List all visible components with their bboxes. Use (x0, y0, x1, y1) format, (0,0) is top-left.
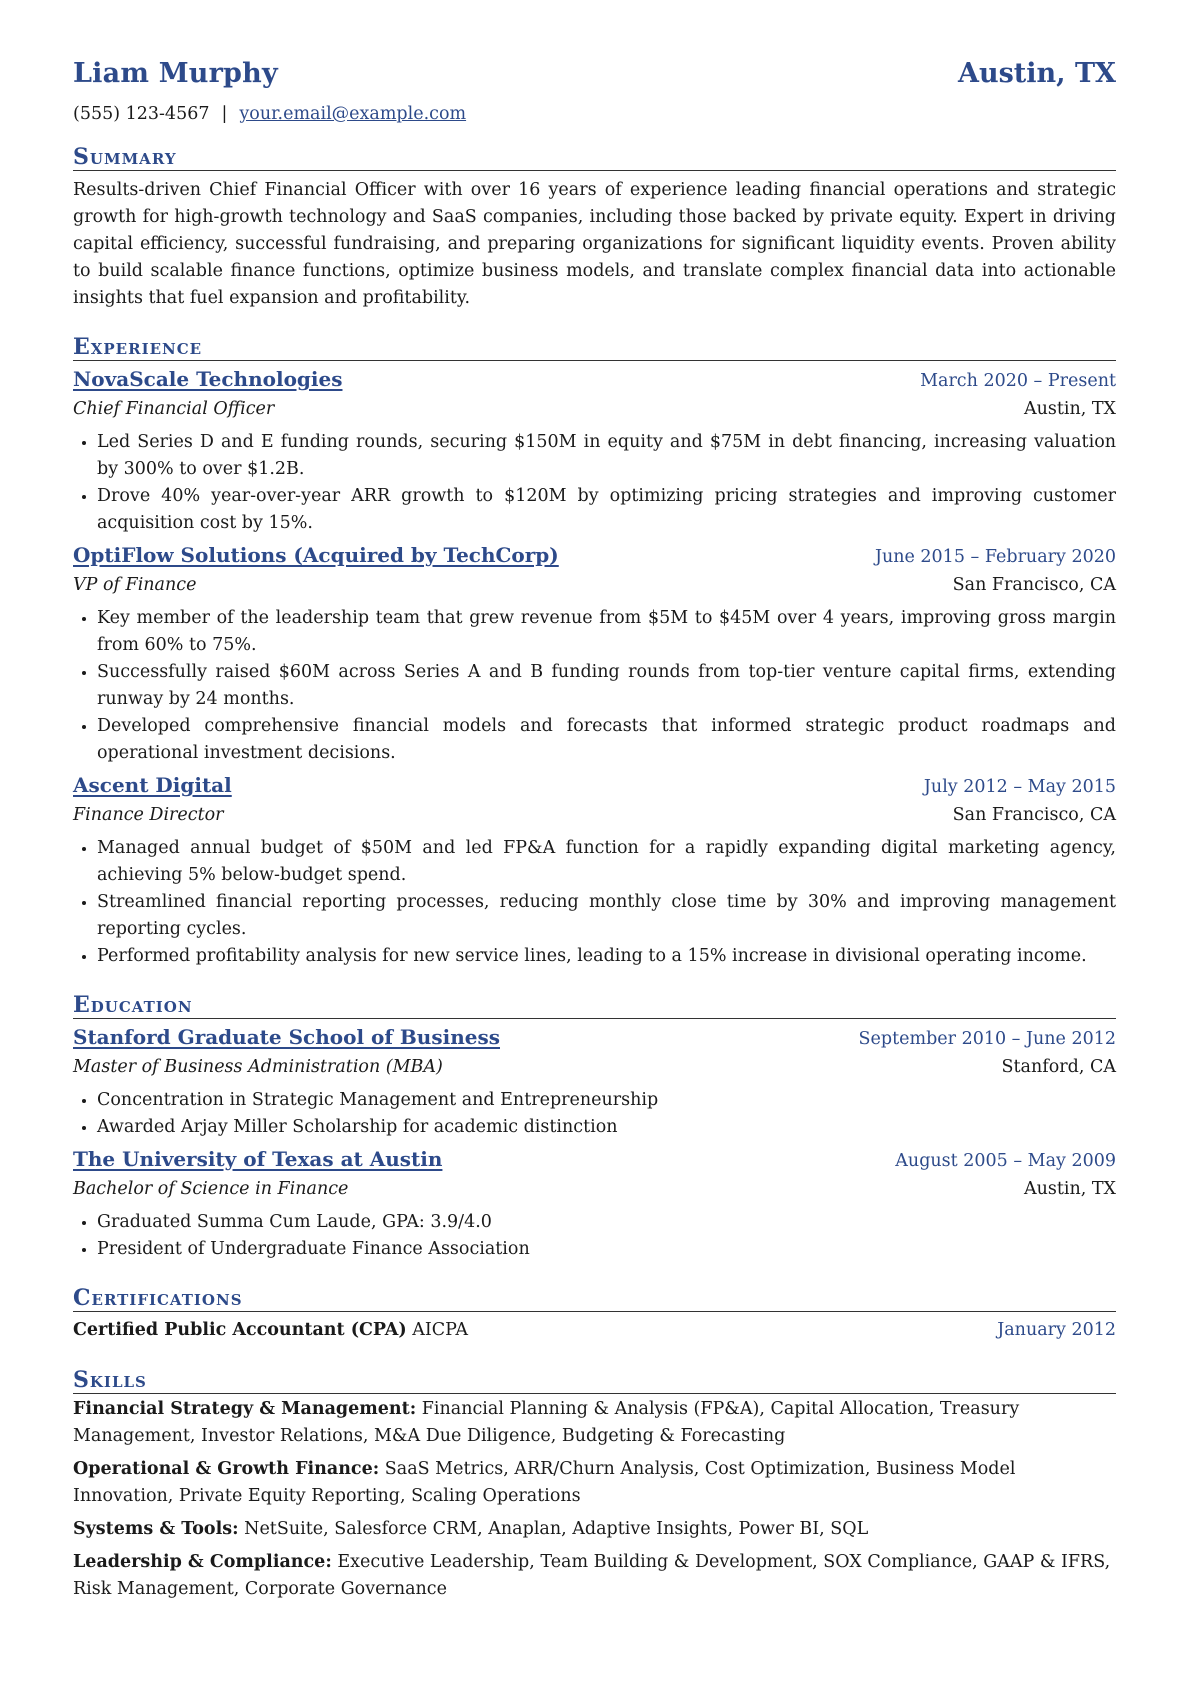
skill-items: Financial Planning & Analysis (FP&A), Capital Allocation, Treasury Management, Investor Relations, M&A Due Diligence, Budgeting & Forecasting (73, 1399, 1020, 1446)
skill-group (73, 1549, 1116, 1603)
candidate-name: Liam Murphy (73, 58, 278, 89)
degree-title: Bachelor of Science in Finance (73, 1179, 349, 1199)
skill-group (73, 1396, 1116, 1450)
school-link[interactable]: Stanford Graduate School of Business (73, 1025, 500, 1049)
entry-location: San Francisco, CA (952, 805, 1116, 825)
certification-name: Certified Public Accountant (CPA) (73, 1320, 407, 1340)
certification-date: January 2012 (997, 1320, 1116, 1340)
bullet-list (73, 1209, 1116, 1263)
skill-items: NetSuite, Salesforce CRM, Anaplan, Adaptive Insights, Power BI, SQL (244, 1519, 869, 1539)
bullet-list (73, 429, 1116, 537)
section-heading-summary: Summary (73, 144, 1116, 171)
job-title: VP of Finance (73, 575, 197, 595)
bullet-item: • Led Series D and E funding rounds, securing $150M in equity and $75M in debt financing, increasing valuation by 300% to over $1.2B. (97, 429, 1116, 483)
experience-entry (73, 365, 1116, 537)
job-title: Finance Director (73, 805, 224, 825)
contact-separator: | (221, 104, 228, 124)
bullet-item: • Key member of the leadership team that grew revenue from $5M to $45M over 4 years, improving gross margin from 60% to 75%. (97, 605, 1116, 659)
bullet-item: • Graduated Summa Cum Laude, GPA: 3.9/4.0 (97, 1209, 1116, 1236)
bullet-list (73, 605, 1116, 767)
bullet-list (73, 835, 1116, 970)
email-link[interactable]: your.email@example.com (239, 104, 467, 124)
certification-issuer: AICPA (412, 1320, 468, 1340)
entry-location: Stanford, CA (1001, 1057, 1116, 1077)
skill-group (73, 1456, 1116, 1510)
section-heading-education: Education (73, 992, 1116, 1019)
entry-dates: August 2005 – May 2009 (895, 1151, 1116, 1171)
experience-entry (73, 771, 1116, 970)
certification-entry (73, 1315, 1116, 1345)
summary-text: Results-driven Chief Financial Officer with over 16 years of experience leading financial operations and strategic growth for high-growth technology and SaaS companies, including those backed by private equity. Expert in driving capital efficiency, successful fundraising, and preparing organizations for significant liquidity events. Proven ability to build scalable finance functions, optimize business models, and translate complex financial data into actionable insights that fuel expansion and profitability. (73, 180, 1116, 308)
company-link[interactable]: Ascent Digital (73, 773, 232, 797)
education-entry (73, 1145, 1116, 1263)
bullet-item: • Successfully raised $60M across Series A and B funding rounds from top-tier venture capital firms, extending runway by 24 months. (97, 659, 1116, 713)
section-heading-certifications: Certifications (73, 1285, 1116, 1312)
skill-items: SaaS Metrics, ARR/Churn Analysis, Cost Optimization, Business Model Innovation, Private Equity Reporting, Scaling Operations (73, 1459, 1016, 1506)
experience-entry (73, 541, 1116, 767)
entry-dates: July 2012 – May 2015 (923, 777, 1116, 797)
bullet-item: • Awarded Arjay Miller Scholarship for academic distinction (97, 1114, 1116, 1141)
entry-dates: September 2010 – June 2012 (858, 1029, 1116, 1049)
skill-label: Systems & Tools: (73, 1519, 239, 1539)
section-heading-experience: Experience (73, 334, 1116, 361)
bullet-item: • Developed comprehensive financial models and forecasts that informed strategic product roadmaps and operational investment decisions. (97, 713, 1116, 767)
bullet-item: • Drove 40% year-over-year ARR growth to $120M by optimizing pricing strategies and improving customer acquisition cost by 15%. (97, 483, 1116, 537)
degree-title: Master of Business Administration (MBA) (73, 1057, 443, 1077)
company-link[interactable]: NovaScale Technologies (73, 367, 343, 391)
bullet-item: • President of Undergraduate Finance Association (97, 1236, 1116, 1263)
entry-location: San Francisco, CA (952, 575, 1116, 595)
header (73, 58, 1116, 100)
skill-label: Financial Strategy & Management: (73, 1399, 417, 1419)
bullet-list (73, 1087, 1116, 1141)
candidate-location: Austin, TX (958, 58, 1116, 89)
skill-items: Executive Leadership, Team Building & Development, SOX Compliance, GAAP & IFRS, Risk Management, Corporate Governance (73, 1552, 1111, 1599)
entry-location: Austin, TX (1023, 1179, 1116, 1199)
entry-location: Austin, TX (1023, 399, 1116, 419)
bullet-item: • Performed profitability analysis for new service lines, leading to a 15% increase in divisional operating income. (97, 943, 1116, 970)
entry-dates: March 2020 – Present (920, 371, 1116, 391)
contact-line (73, 104, 1116, 124)
phone-number: (555) 123-4567 (73, 104, 210, 124)
company-link[interactable]: OptiFlow Solutions (Acquired by TechCorp) (73, 543, 559, 567)
bullet-item: • Concentration in Strategic Management and Entrepreneurship (97, 1087, 1116, 1114)
section-heading-skills: Skills (73, 1367, 1116, 1394)
entry-dates: June 2015 – February 2020 (874, 547, 1116, 567)
skill-group (73, 1516, 1116, 1543)
school-link[interactable]: The University of Texas at Austin (73, 1147, 443, 1171)
bullet-item: • Streamlined financial reporting processes, reducing monthly close time by 30% and improving management reporting cycles. (97, 889, 1116, 943)
skill-label: Leadership & Compliance: (73, 1552, 332, 1572)
skill-label: Operational & Growth Finance: (73, 1459, 380, 1479)
education-entry (73, 1023, 1116, 1141)
job-title: Chief Financial Officer (73, 399, 275, 419)
bullet-item: • Managed annual budget of $50M and led FP&A function for a rapidly expanding digital marketing agency, achieving 5% below-budget spend. (97, 835, 1116, 889)
